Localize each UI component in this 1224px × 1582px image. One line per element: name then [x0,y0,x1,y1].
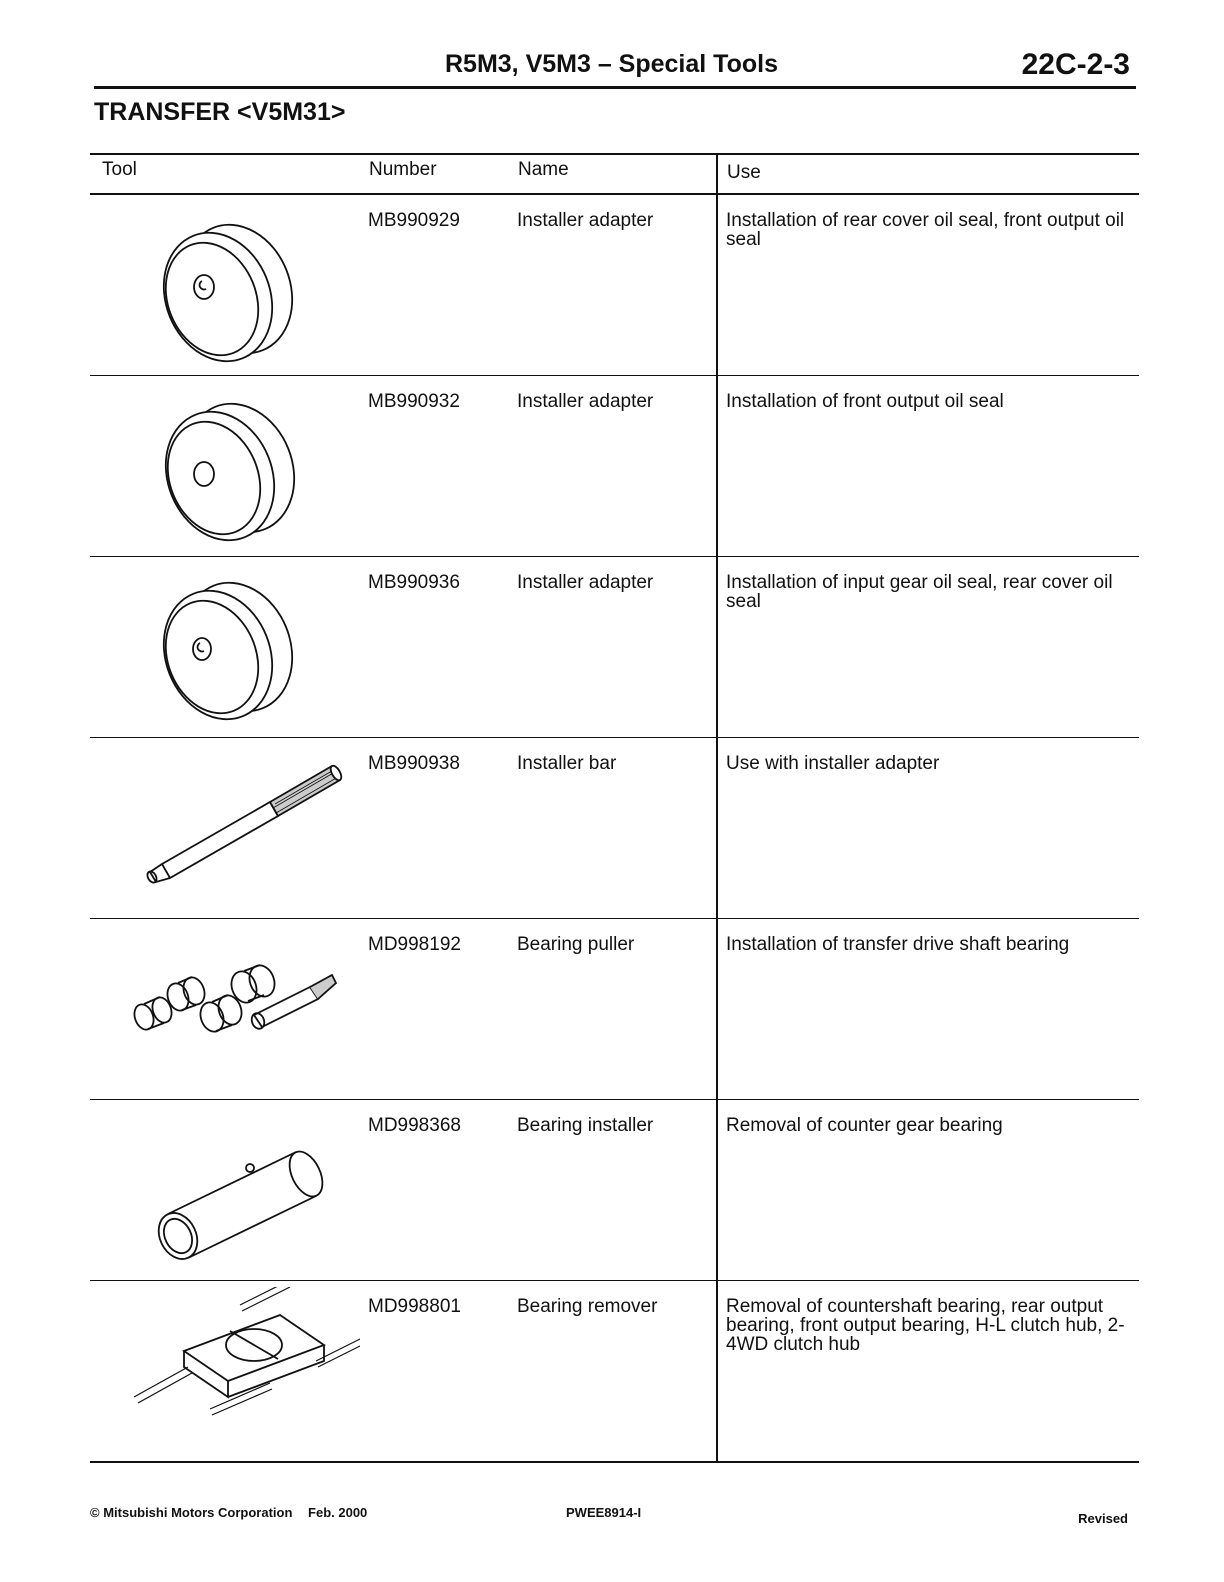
tool-name: Installer adapter [517,210,654,231]
column-divider [716,376,718,556]
column-divider [716,1100,718,1280]
tool-name: Installer adapter [517,391,654,412]
tool-name: Bearing installer [517,1115,654,1136]
column-divider [716,1281,718,1461]
tool-name: Installer adapter [517,572,654,593]
copyright-text: © Mitsubishi Motors Corporation [90,1505,293,1520]
column-divider [716,155,718,193]
special-tools-table [90,153,1139,1463]
table-row [90,1281,1139,1463]
column-header-use: Use [727,162,761,183]
table-row [90,376,1139,557]
column-header-tool: Tool [102,159,137,180]
page-number: 22C-2-3 [1021,48,1130,81]
tool-name: Installer bar [517,753,617,774]
table-row [90,557,1139,738]
installer-bar-drawing [120,744,360,912]
table-header [90,153,1139,195]
footer-copyright [90,1505,367,1520]
table-row [90,919,1139,1100]
column-divider [716,738,718,918]
column-header-number: Number [369,159,437,180]
table-row [90,195,1139,376]
header-rule [94,86,1136,89]
bearing-remover-drawing [120,1287,360,1455]
installer-adapter-drawing [120,563,360,731]
bearing-puller-drawing [120,925,360,1093]
column-divider [716,557,718,737]
tool-number: MB990938 [368,753,460,774]
tool-name: Bearing puller [517,934,635,955]
column-divider [716,195,718,375]
installer-adapter-drawing [120,382,360,550]
tool-number: MB990929 [368,210,460,231]
tool-use: Installation of transfer drive shaft bearing [726,934,1070,955]
tool-number: MD998368 [368,1115,461,1136]
tool-use: Removal of countershaft bearing, rear output bearing, front output bearing, H-L clutch hub, 2-4WD clutch hub [726,1296,1125,1355]
tool-number: MB990936 [368,572,460,593]
tool-number: MB990932 [368,391,460,412]
footer-doc-code: PWEE8914-I [566,1505,642,1520]
tool-use: Use with installer adapter [726,753,940,774]
table-row [90,738,1139,919]
footer-status: Revised [1078,1511,1128,1526]
tool-use: Installation of rear cover oil seal, front output oil seal [726,210,1125,250]
column-divider [716,919,718,1099]
bearing-installer-drawing [120,1106,360,1274]
tool-number: MD998801 [368,1296,461,1317]
page-header-title: R5M3, V5M3 – Special Tools [445,50,778,78]
tool-use: Installation of input gear oil seal, rear cover oil seal [726,572,1113,612]
section-title: TRANSFER <V5M31> [94,98,346,126]
installer-adapter-drawing [120,201,360,369]
column-header-name: Name [518,159,569,180]
tool-number: MD998192 [368,934,461,955]
tool-use: Installation of front output oil seal [726,391,1004,412]
tool-name: Bearing remover [517,1296,658,1317]
table-row [90,1100,1139,1281]
footer-date: Feb. 2000 [308,1505,368,1520]
tool-use: Removal of counter gear bearing [726,1115,1003,1136]
